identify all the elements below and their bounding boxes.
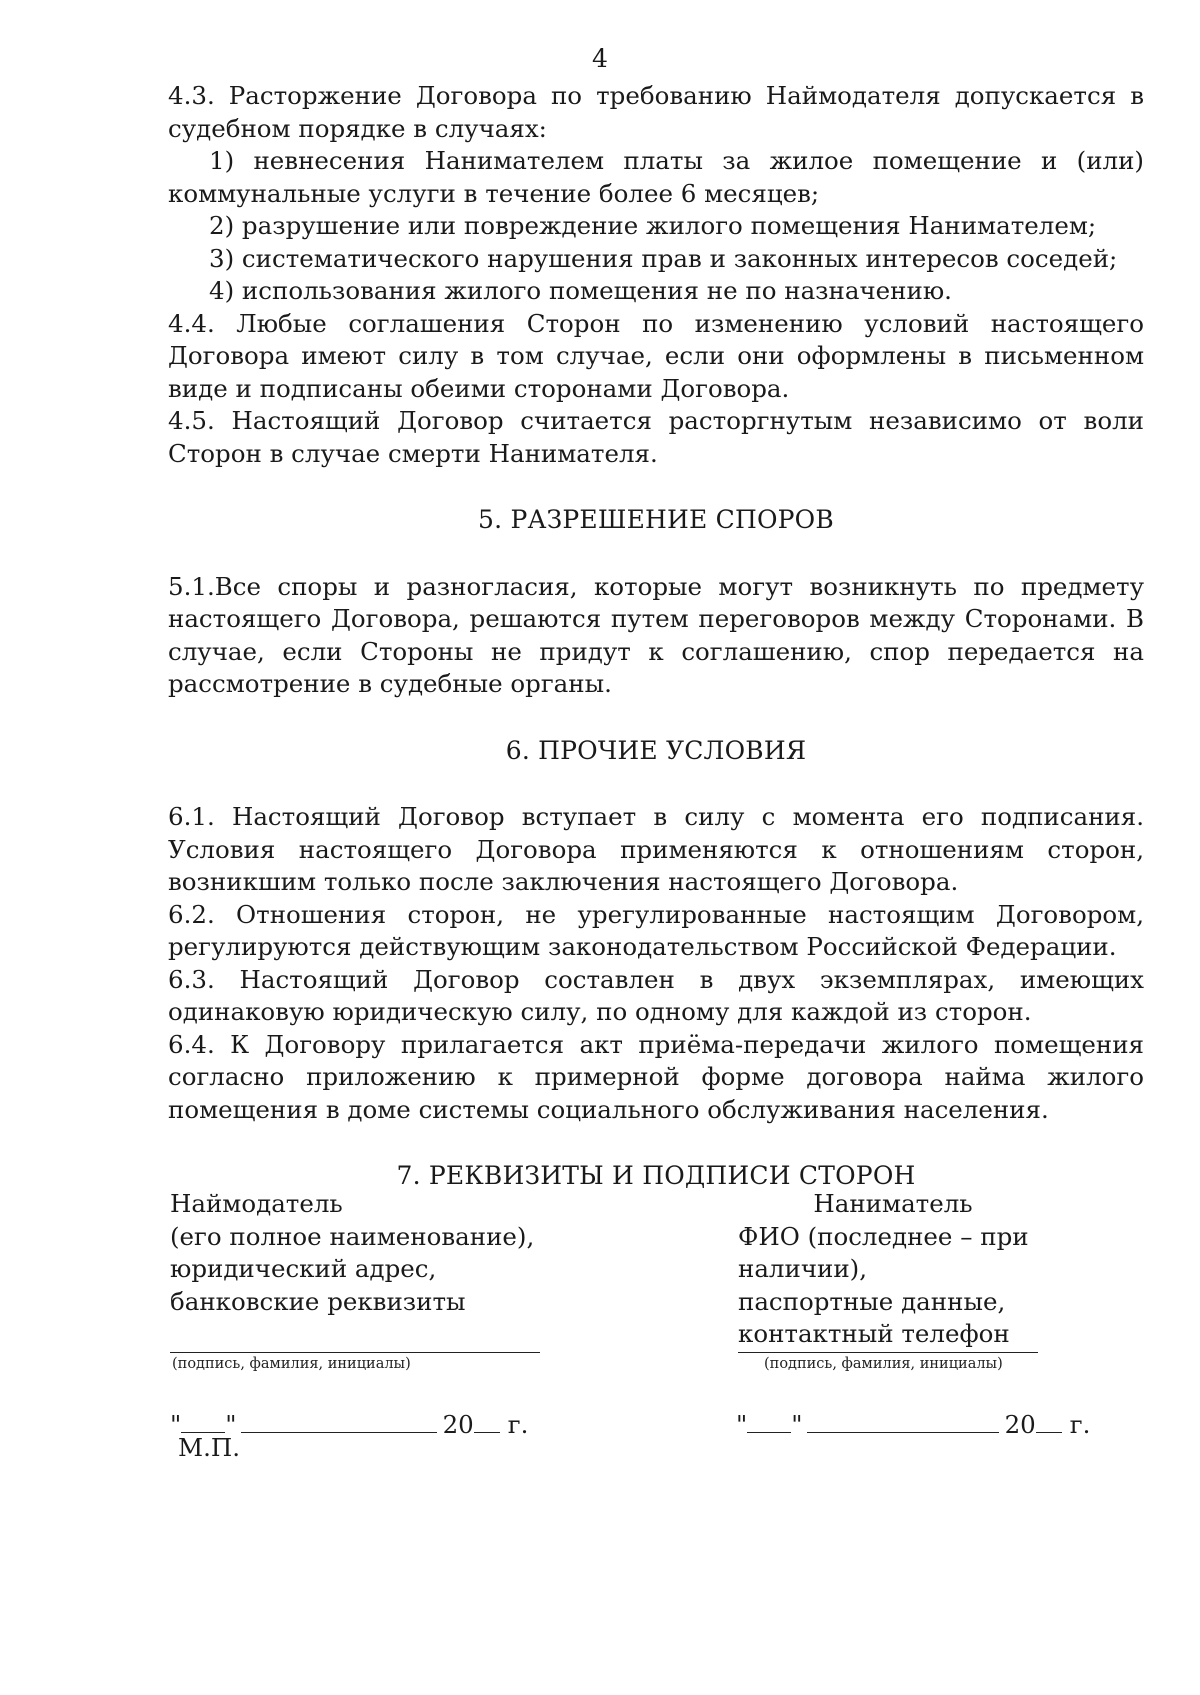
clause-6-4: 6.4. К Договору прилагается акт приёма-передачи жилого помещения согласно приложению к примерной форме договора найма жилого помещения в доме системы социального обслуживания населения. <box>168 1029 1144 1124</box>
landlord-line-3: банковские реквизиты <box>170 1286 466 1316</box>
landlord-block <box>170 1188 590 1318</box>
landlord-line-1: (его полное наименование), <box>170 1221 535 1251</box>
tenant-date-suffix: г. <box>1069 1410 1091 1439</box>
landlord-title: Наймодатель <box>170 1189 343 1218</box>
clause-4-5: 4.5. Настоящий Договор считается расторгнутым независимо от воли Сторон в случае смерти Нанимателя. <box>168 406 1144 468</box>
landlord-date-year-prefix: 20 <box>442 1410 474 1439</box>
landlord-date-suffix: г. <box>507 1410 529 1439</box>
clause-4-3: 4.3. Расторжение Договора по требованию Наймодателя допускается в судебном порядке в случаях: <box>168 81 1144 143</box>
tenant-date-open-quote: " <box>736 1410 748 1439</box>
landlord-date-year-blank[interactable] <box>474 1410 500 1433</box>
tenant-date-row <box>736 1410 1090 1439</box>
tenant-date-month-blank[interactable] <box>807 1410 999 1433</box>
tenant-date-year-blank[interactable] <box>1036 1410 1062 1433</box>
stamp-label: М.П. <box>178 1433 241 1462</box>
section-5-title: 5. РАЗРЕШЕНИЕ СПОРОВ <box>478 505 834 534</box>
tenant-signature-line[interactable] <box>738 1352 1038 1353</box>
landlord-date-month-blank[interactable] <box>241 1410 437 1433</box>
clause-4-3-item-3: 3) систематического нарушения прав и законных интересов соседей; <box>209 243 1118 273</box>
landlord-date-day-blank[interactable] <box>181 1410 225 1433</box>
clause-6-3: 6.3. Настоящий Договор составлен в двух экземплярах, имеющих одинаковую юридическую силу, по одному для каждой из сторон. <box>168 964 1144 1026</box>
clause-5-1: 5.1.Все споры и разногласия, которые могут возникнуть по предмету настоящего Договора, решаются путем переговоров между Сторонами. В случае, если Стороны не придут к соглашению, спор передается на рассмотрение в судебные органы. <box>168 571 1144 698</box>
tenant-line-1: ФИО (последнее – при наличии), <box>738 1221 1029 1283</box>
clause-4-4: 4.4. Любые соглашения Сторон по изменению условий настоящего Договора имеют силу в том случае, если они оформлены в письменном виде и подписаны обеими сторонами Договора. <box>168 308 1144 403</box>
landlord-signature-line[interactable] <box>170 1352 540 1353</box>
clause-4-3-item-4: 4) использования жилого помещения не по назначению. <box>209 276 952 305</box>
document-body <box>168 80 1144 1193</box>
clause-6-2: 6.2. Отношения сторон, не урегулированные настоящим Договором, регулируются действующим законодательством Российской Федерации. <box>168 899 1144 961</box>
section-7-title: 7. РЕКВИЗИТЫ И ПОДПИСИ СТОРОН <box>396 1161 916 1190</box>
clause-4-3-item-1: 1) невнесения Нанимателем платы за жилое помещение и (или) коммунальные услуги в течение более 6 месяцев; <box>168 146 1144 208</box>
clause-4-3-item-2: 2) разрушение или повреждение жилого помещения Нанимателем; <box>209 211 1097 240</box>
landlord-line-2: юридический адрес, <box>170 1254 437 1283</box>
tenant-line-2: паспортные данные, <box>738 1286 1006 1316</box>
tenant-line-3: контактный телефон <box>738 1319 1010 1348</box>
tenant-date-year-prefix: 20 <box>1004 1410 1036 1439</box>
page-number: 4 <box>592 44 608 73</box>
tenant-signature-caption: (подпись, фамилия, инициалы) <box>764 1356 1003 1372</box>
landlord-date-open-quote: " <box>170 1410 182 1439</box>
section-6-title: 6. ПРОЧИЕ УСЛОВИЯ <box>505 735 807 765</box>
tenant-block <box>738 1188 1158 1351</box>
tenant-title: Наниматель <box>813 1189 973 1218</box>
landlord-signature-caption: (подпись, фамилия, инициалы) <box>172 1356 411 1372</box>
landlord-date-close-quote: " <box>225 1410 237 1439</box>
tenant-date-day-blank[interactable] <box>747 1410 791 1433</box>
clause-6-1: 6.1. Настоящий Договор вступает в силу с момента его подписания. Условия настоящего Договора применяются к отношениям сторон, возникшим только после заключения настоящего Договора. <box>168 802 1144 896</box>
tenant-date-close-quote: " <box>791 1410 803 1439</box>
